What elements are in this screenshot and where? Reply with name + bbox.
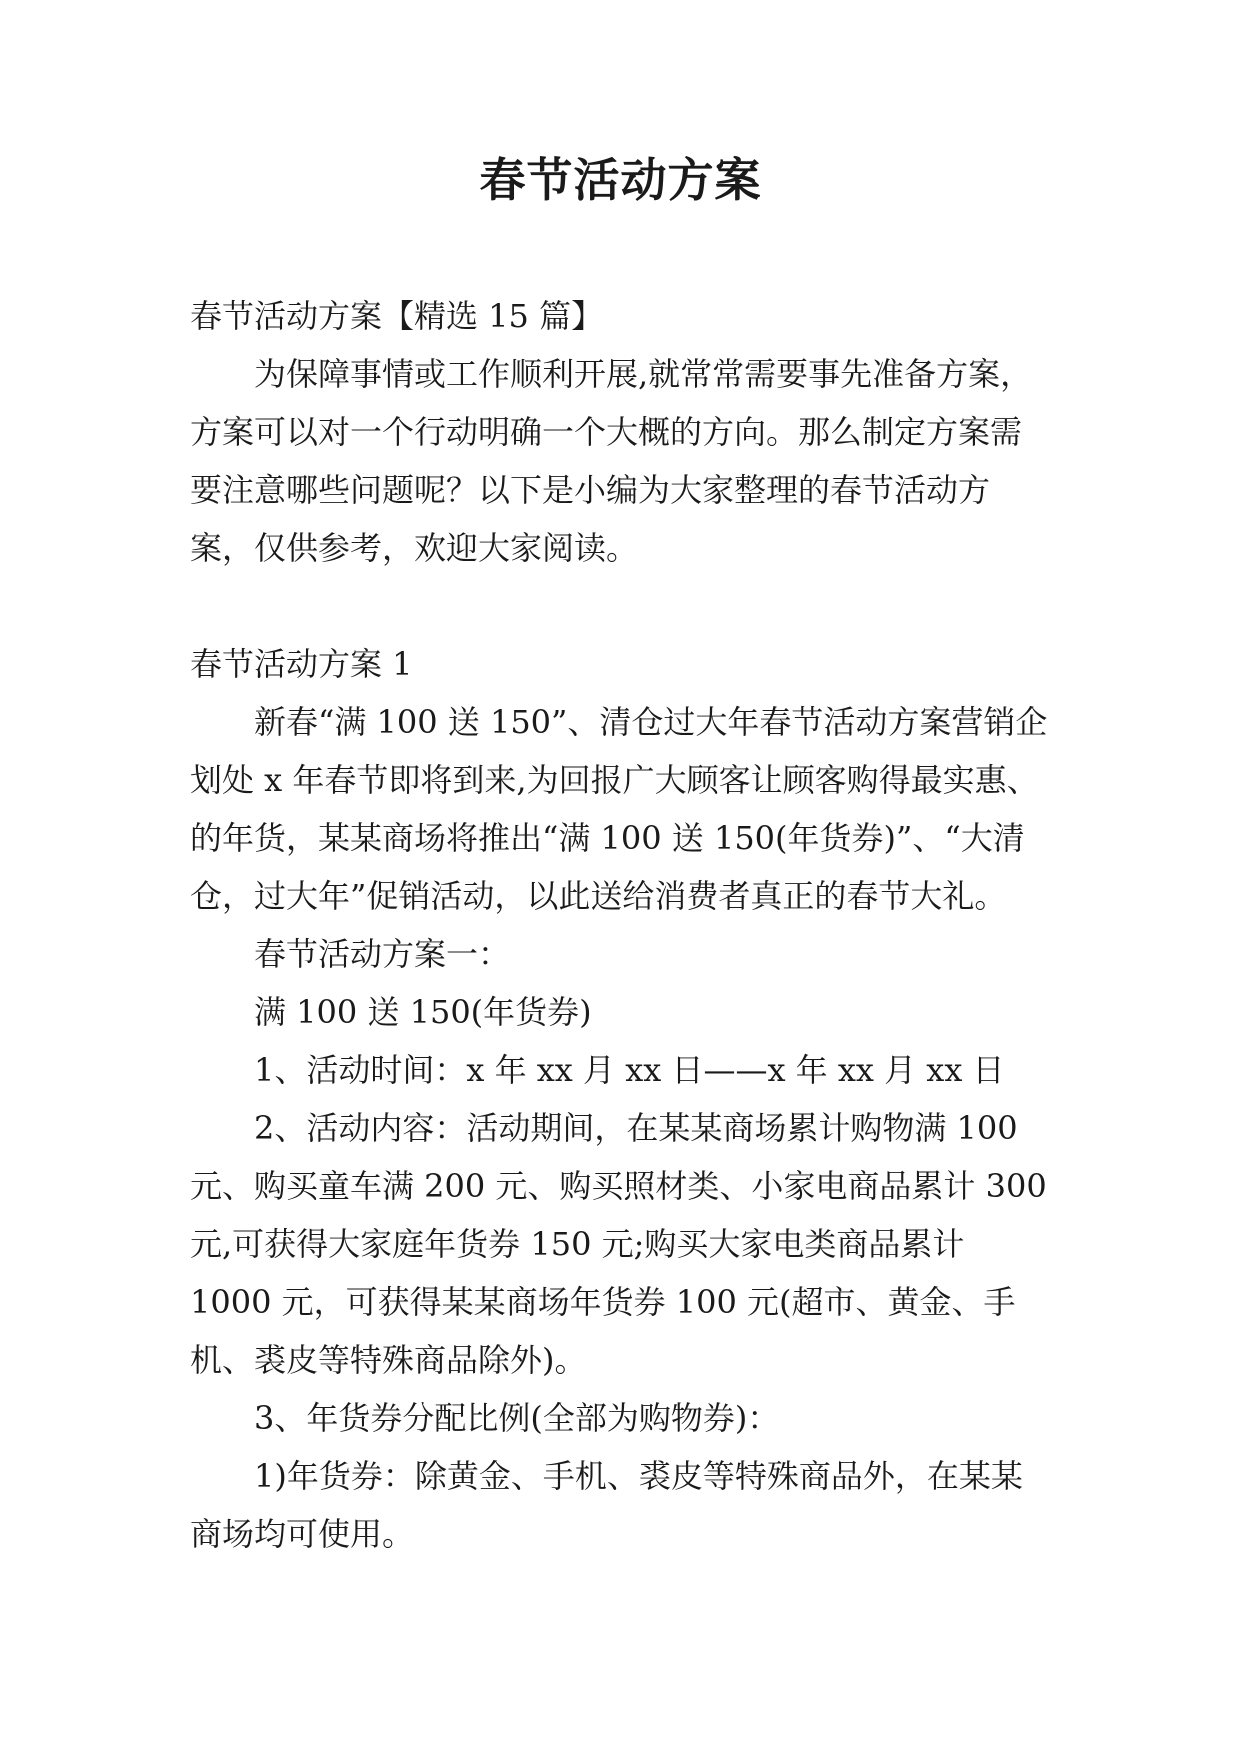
intro-paragraph: 为保障事情或工作顺利开展,就常常需要事先准备方案，方案可以对一个行动明确一个大概的方向。那么制定方案需要注意哪些问题呢？以下是小编为大家整理的春节活动方案，仅供参考，欢迎大家阅读。 xyxy=(190,355,1033,567)
section-heading: 春节活动方案 1 xyxy=(190,645,413,683)
paragraph-spacer xyxy=(190,577,1052,635)
section-paragraph: 新春“满 100 送 150”、清仓过大年春节活动方案营销企划处 x 年春节即将到来,为回报广大顾客让顾客购得最实惠、的年货，某某商场将推出“满 100 送 150(年货券)”、“大清仓，过大年”促销活动，以此送给消费者真正的春节大礼。 xyxy=(190,703,1048,915)
list-item-content: 2、活动内容：活动期间，在某某商场累计购物满 100 元、购买童车满 200 元、购买照材类、小家电商品累计 300 元,可获得大家庭年货券 150 元;购买大家电类商品累计 1000 元，可获得某某商场年货券 100 元(超市、黄金、手机、裘皮等特殊商品除外)。 xyxy=(190,1109,1047,1379)
list-item-ratio: 3、年货券分配比例(全部为购物券)： xyxy=(254,1399,780,1437)
plan-one-label: 春节活动方案一： xyxy=(254,935,511,973)
list-subitem-voucher: 1)年货券：除黄金、手机、裘皮等特殊商品外，在某某商场均可使用。 xyxy=(190,1457,1023,1553)
document-title: 春节活动方案 xyxy=(479,153,762,207)
list-item-time: 1、活动时间：x 年 xx 月 xx 日——x 年 xx 月 xx 日 xyxy=(254,1051,1005,1089)
document-body xyxy=(190,287,1052,1563)
plan-one-title: 满 100 送 150(年货券) xyxy=(254,993,592,1031)
document-subtitle: 春节活动方案【精选 15 篇】 xyxy=(190,297,604,335)
